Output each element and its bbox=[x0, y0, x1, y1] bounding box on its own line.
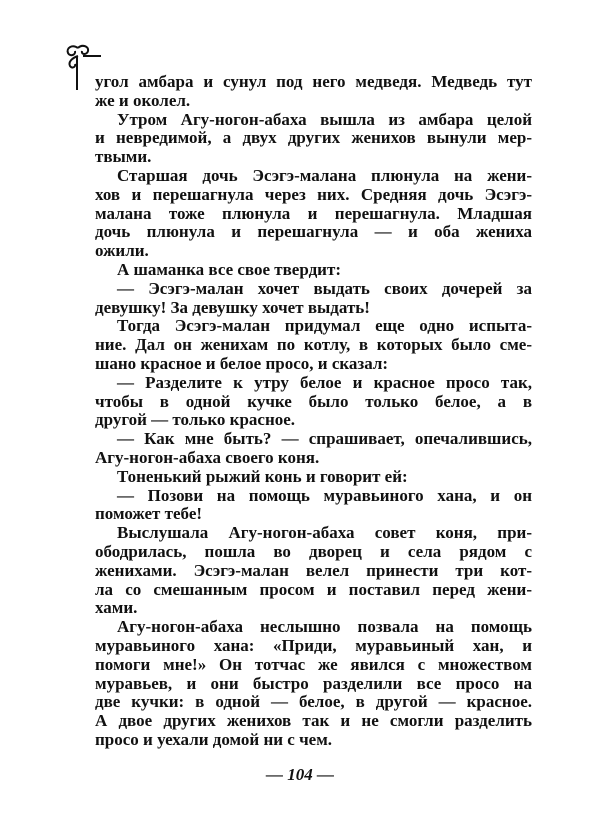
text-line: А шаманка все свое твердит: bbox=[117, 259, 341, 279]
text-line: — Разделите к утру белое и красное просо так, bbox=[117, 372, 532, 392]
text-line: поможет тебе! bbox=[95, 504, 203, 524]
text-line: Тогда Эсэгэ-малан придумал еще одно испыта- bbox=[117, 316, 532, 336]
body-text bbox=[95, 73, 532, 750]
text-line: угол амбара и сунул под него медведя. Медведь тут bbox=[95, 72, 532, 91]
text-line: малана тоже плюнула и перешагнула. Младшая bbox=[95, 203, 532, 223]
text-line: муравьиного хана: «Приди, муравьиный хан, и bbox=[95, 635, 532, 655]
text-line: другой — только красное. bbox=[95, 410, 296, 430]
text-line: — Эсэгэ-малан хочет выдать своих дочерей за bbox=[117, 278, 532, 298]
text-line: помоги мне!» Он тотчас же явился с множеством bbox=[95, 654, 532, 674]
text-line: просо и уехали домой ни с чем. bbox=[95, 729, 333, 749]
text-line: ожили. bbox=[95, 241, 149, 261]
text-line: же и околел. bbox=[95, 90, 191, 110]
text-line: — Как мне быть? — спрашивает, опечалившись, bbox=[117, 429, 532, 449]
text-line: дочь плюнула и перешагнула — и оба жениха bbox=[95, 222, 532, 242]
text-line: Утром Агу-ногон-абаха вышла из амбара целой bbox=[117, 109, 532, 129]
text-line: Старшая дочь Эсэгэ-малана плюнула на жени- bbox=[117, 165, 532, 185]
text-line: Тоненький рыжий конь и говорит ей: bbox=[117, 466, 408, 486]
text-line: и невредимой, а двух других женихов вынули мер- bbox=[95, 128, 532, 148]
text-line: женихами. Эсэгэ-малан велел принести три кот- bbox=[95, 560, 532, 580]
text-line: чтобы в одной кучке было только белое, а в bbox=[95, 391, 532, 411]
text-line: ла со смешанным просом и поставил перед жени- bbox=[95, 579, 532, 599]
text-line: А двое других женихов так и не смогли разделить bbox=[95, 711, 532, 731]
text-line: Агу-ногон-абаха неслышно позвала на помощь bbox=[117, 617, 532, 637]
text-line: две кучки: в одной — белое, в другой — красное. bbox=[95, 692, 532, 712]
text-line: муравьев, и они быстро разделили все просо на bbox=[95, 673, 532, 693]
text-line: твыми. bbox=[95, 147, 152, 167]
page-number: — 104 — bbox=[266, 765, 334, 784]
text-line: Выслушала Агу-ногон-абаха совет коня, при- bbox=[117, 523, 532, 543]
text-line: Агу-ногон-абаха своего коня. bbox=[95, 447, 320, 467]
text-line: девушку! За девушку хочет выдать! bbox=[95, 297, 370, 317]
text-line: ободрилась, пошла во дворец и села рядом с bbox=[95, 541, 532, 561]
text-line: ние. Дал он женихам по котлу, в которых было сме- bbox=[95, 335, 532, 355]
text-line: хов и перешагнула через них. Средняя дочь Эсэгэ- bbox=[95, 184, 532, 204]
text-line: — Позови на помощь муравьиного хана, и он bbox=[117, 485, 532, 505]
text-line: хами. bbox=[95, 598, 138, 618]
text-line: шано красное и белое просо, и сказал: bbox=[95, 353, 389, 373]
